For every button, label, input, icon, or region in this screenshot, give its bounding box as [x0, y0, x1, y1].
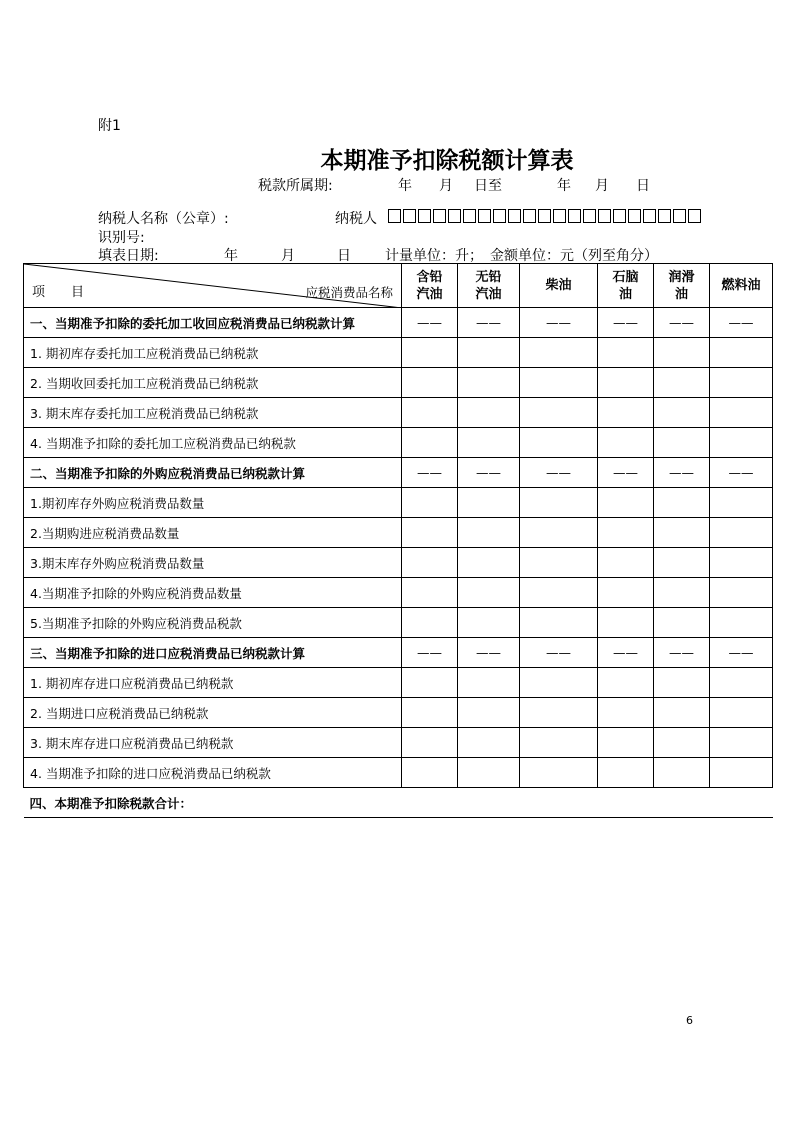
header-corner-cell [24, 264, 402, 308]
row-label: 2. 当期进口应税消费品已纳税款 [24, 698, 402, 728]
input-cell[interactable] [598, 758, 654, 788]
input-cell[interactable] [458, 368, 520, 398]
input-cell[interactable] [402, 578, 458, 608]
input-cell[interactable] [598, 398, 654, 428]
input-cell[interactable] [402, 698, 458, 728]
dash-cell: —— [520, 638, 598, 668]
table-row [24, 518, 773, 548]
dash-cell: —— [520, 308, 598, 338]
table-row [24, 698, 773, 728]
input-cell[interactable] [458, 548, 520, 578]
row-label: 3.期末库存外购应税消费品数量 [24, 548, 402, 578]
input-cell[interactable] [402, 368, 458, 398]
row-label: 1. 期初库存进口应税消费品已纳税款 [24, 668, 402, 698]
row-label: 4. 当期准予扣除的进口应税消费品已纳税款 [24, 758, 402, 788]
deduction-table [23, 263, 773, 818]
id-digit-box[interactable] [463, 209, 476, 223]
input-cell[interactable] [520, 668, 598, 698]
id-digit-box[interactable] [568, 209, 581, 223]
row-label: 三、当期准予扣除的进口应税消费品已纳税款计算 [24, 638, 402, 668]
dash-cell: —— [520, 458, 598, 488]
column-header-line: 汽油 [475, 286, 502, 302]
input-cell[interactable] [598, 608, 654, 638]
input-cell[interactable] [458, 398, 520, 428]
input-cell[interactable] [654, 338, 710, 368]
id-digit-box[interactable] [628, 209, 641, 223]
input-cell[interactable] [598, 548, 654, 578]
column-header-line: 油 [618, 286, 632, 302]
input-cell[interactable] [598, 488, 654, 518]
input-cell[interactable] [520, 758, 598, 788]
id-digit-box[interactable] [688, 209, 701, 223]
input-cell[interactable] [654, 668, 710, 698]
units-note: 计量单位：升； 金额单位：元（列至角分） [385, 248, 658, 264]
input-cell[interactable] [654, 398, 710, 428]
input-cell[interactable] [402, 428, 458, 458]
section-row [24, 458, 773, 488]
table-row [24, 368, 773, 398]
input-cell[interactable] [520, 698, 598, 728]
input-cell[interactable] [654, 488, 710, 518]
row-label: 2. 当期收回委托加工应税消费品已纳税款 [24, 368, 402, 398]
dash-cell: —— [710, 308, 773, 338]
column-header [402, 264, 458, 308]
input-cell[interactable] [654, 728, 710, 758]
period-year-2: 年 [557, 178, 571, 194]
id-digit-box[interactable] [493, 209, 506, 223]
dash-cell: —— [402, 638, 458, 668]
corner-item-label: 项 目 [32, 285, 85, 300]
dash-cell: —— [654, 308, 710, 338]
column-header-line: 柴油 [545, 278, 572, 293]
input-cell[interactable] [710, 698, 773, 728]
section-row [24, 308, 773, 338]
input-cell[interactable] [710, 728, 773, 758]
row-label: 3. 期末库存委托加工应税消费品已纳税款 [24, 398, 402, 428]
input-cell[interactable] [598, 728, 654, 758]
input-cell[interactable] [520, 728, 598, 758]
input-cell[interactable] [710, 548, 773, 578]
input-cell[interactable] [710, 578, 773, 608]
column-header-line: 润滑 [668, 269, 695, 285]
input-cell[interactable] [598, 368, 654, 398]
input-cell[interactable] [402, 398, 458, 428]
dash-cell: —— [598, 308, 654, 338]
input-cell[interactable] [402, 488, 458, 518]
id-digit-box[interactable] [388, 209, 401, 223]
input-cell[interactable] [520, 608, 598, 638]
row-label: 1. 期初库存委托加工应税消费品已纳税款 [24, 338, 402, 368]
taxpayer-id-label: 纳税人 [335, 211, 377, 227]
id-digit-box[interactable] [418, 209, 431, 223]
table-row [24, 338, 773, 368]
dash-cell: —— [654, 638, 710, 668]
dash-cell: —— [598, 638, 654, 668]
input-cell[interactable] [598, 338, 654, 368]
column-header-line: 汽油 [416, 286, 443, 302]
table-row [24, 428, 773, 458]
input-cell[interactable] [654, 368, 710, 398]
section-row [24, 638, 773, 668]
column-header [598, 264, 654, 308]
column-header-line: 燃料油 [721, 278, 761, 293]
corner-product-label: 应税消费品名称 [305, 285, 393, 300]
input-cell[interactable] [458, 608, 520, 638]
dash-cell: —— [458, 308, 520, 338]
input-cell[interactable] [458, 728, 520, 758]
id-digit-box[interactable] [478, 209, 491, 223]
total-row [24, 788, 773, 818]
period-month-1: 月 [439, 178, 453, 194]
id-digit-box[interactable] [658, 209, 671, 223]
period-month-2: 月 [595, 178, 609, 194]
table-row [24, 668, 773, 698]
input-cell[interactable] [458, 668, 520, 698]
input-cell[interactable] [598, 578, 654, 608]
column-header [520, 264, 598, 308]
period-day-2: 日 [636, 178, 650, 194]
period-label: 税款所属期: [258, 178, 333, 194]
input-cell[interactable] [520, 398, 598, 428]
input-cell[interactable] [654, 758, 710, 788]
id-digit-box[interactable] [598, 209, 611, 223]
input-cell[interactable] [520, 338, 598, 368]
dash-cell: —— [402, 458, 458, 488]
input-cell[interactable] [654, 518, 710, 548]
input-cell[interactable] [402, 668, 458, 698]
row-label: 4. 当期准予扣除的委托加工应税消费品已纳税款 [24, 428, 402, 458]
dash-cell: —— [402, 308, 458, 338]
input-cell[interactable] [654, 548, 710, 578]
id-digit-box[interactable] [523, 209, 536, 223]
taxpayer-name-label: 纳税人名称（公章）: [98, 211, 229, 227]
input-cell[interactable] [598, 428, 654, 458]
fill-date-month: 月 [281, 248, 295, 264]
input-cell[interactable] [520, 578, 598, 608]
input-cell[interactable] [710, 518, 773, 548]
fill-date-year: 年 [224, 248, 238, 264]
input-cell[interactable] [710, 488, 773, 518]
total-label: 四、本期准予扣除税款合计： [24, 788, 773, 818]
input-cell[interactable] [598, 668, 654, 698]
row-label: 1.期初库存外购应税消费品数量 [24, 488, 402, 518]
input-cell[interactable] [520, 488, 598, 518]
table-row [24, 488, 773, 518]
input-cell[interactable] [710, 368, 773, 398]
taxpayer-id-label-cont: 识别号: [98, 230, 145, 246]
input-cell[interactable] [520, 518, 598, 548]
input-cell[interactable] [710, 758, 773, 788]
id-digit-box[interactable] [433, 209, 446, 223]
row-label: 2.当期购进应税消费品数量 [24, 518, 402, 548]
input-cell[interactable] [520, 548, 598, 578]
dash-cell: —— [710, 638, 773, 668]
input-cell[interactable] [710, 428, 773, 458]
input-cell[interactable] [402, 518, 458, 548]
table-row [24, 398, 773, 428]
id-digit-box[interactable] [403, 209, 416, 223]
input-cell[interactable] [598, 518, 654, 548]
page-number: 6 [686, 1014, 693, 1027]
input-cell[interactable] [402, 728, 458, 758]
period-year-1: 年 [398, 178, 412, 194]
row-label: 一、当期准予扣除的委托加工收回应税消费品已纳税款计算 [24, 308, 402, 338]
table-row [24, 728, 773, 758]
id-digit-box[interactable] [538, 209, 551, 223]
dash-cell: —— [654, 458, 710, 488]
id-digit-box[interactable] [643, 209, 656, 223]
column-header-line: 含铅 [416, 269, 443, 285]
column-header-line: 无铅 [475, 269, 502, 285]
input-cell[interactable] [520, 428, 598, 458]
row-label: 3. 期末库存进口应税消费品已纳税款 [24, 728, 402, 758]
input-cell[interactable] [458, 488, 520, 518]
input-cell[interactable] [710, 608, 773, 638]
attachment-label: 附1 [98, 118, 121, 134]
column-header-line: 石脑 [612, 269, 639, 285]
id-digit-box[interactable] [553, 209, 566, 223]
input-cell[interactable] [402, 548, 458, 578]
input-cell[interactable] [458, 698, 520, 728]
page-title: 本期准予扣除税额计算表 [320, 148, 574, 174]
input-cell[interactable] [402, 608, 458, 638]
input-cell[interactable] [710, 338, 773, 368]
input-cell[interactable] [710, 668, 773, 698]
column-header-line: 油 [674, 286, 688, 302]
row-label: 4.当期准予扣除的外购应税消费品数量 [24, 578, 402, 608]
table-row [24, 548, 773, 578]
taxpayer-id-boxes[interactable] [388, 209, 703, 223]
input-cell[interactable] [458, 338, 520, 368]
dash-cell: —— [598, 458, 654, 488]
input-cell[interactable] [458, 758, 520, 788]
table-row [24, 608, 773, 638]
dash-cell: —— [710, 458, 773, 488]
input-cell[interactable] [458, 578, 520, 608]
input-cell[interactable] [654, 428, 710, 458]
row-label: 5.当期准予扣除的外购应税消费品税款 [24, 608, 402, 638]
input-cell[interactable] [520, 368, 598, 398]
id-digit-box[interactable] [508, 209, 521, 223]
table-header-row [24, 264, 773, 308]
dash-cell: —— [458, 458, 520, 488]
input-cell[interactable] [654, 578, 710, 608]
column-header [654, 264, 710, 308]
input-cell[interactable] [402, 758, 458, 788]
column-header [710, 264, 773, 308]
fill-date-label: 填表日期: [98, 248, 159, 264]
input-cell[interactable] [654, 608, 710, 638]
input-cell[interactable] [710, 398, 773, 428]
id-digit-box[interactable] [448, 209, 461, 223]
period-day-to: 日至 [474, 178, 502, 194]
table-row [24, 578, 773, 608]
input-cell[interactable] [598, 698, 654, 728]
table-row [24, 758, 773, 788]
input-cell[interactable] [402, 338, 458, 368]
input-cell[interactable] [458, 518, 520, 548]
fill-date-day: 日 [337, 248, 351, 264]
id-digit-box[interactable] [673, 209, 686, 223]
column-header [458, 264, 520, 308]
dash-cell: —— [458, 638, 520, 668]
row-label: 二、当期准予扣除的外购应税消费品已纳税款计算 [24, 458, 402, 488]
id-digit-box[interactable] [613, 209, 626, 223]
input-cell[interactable] [654, 698, 710, 728]
id-digit-box[interactable] [583, 209, 596, 223]
input-cell[interactable] [458, 428, 520, 458]
